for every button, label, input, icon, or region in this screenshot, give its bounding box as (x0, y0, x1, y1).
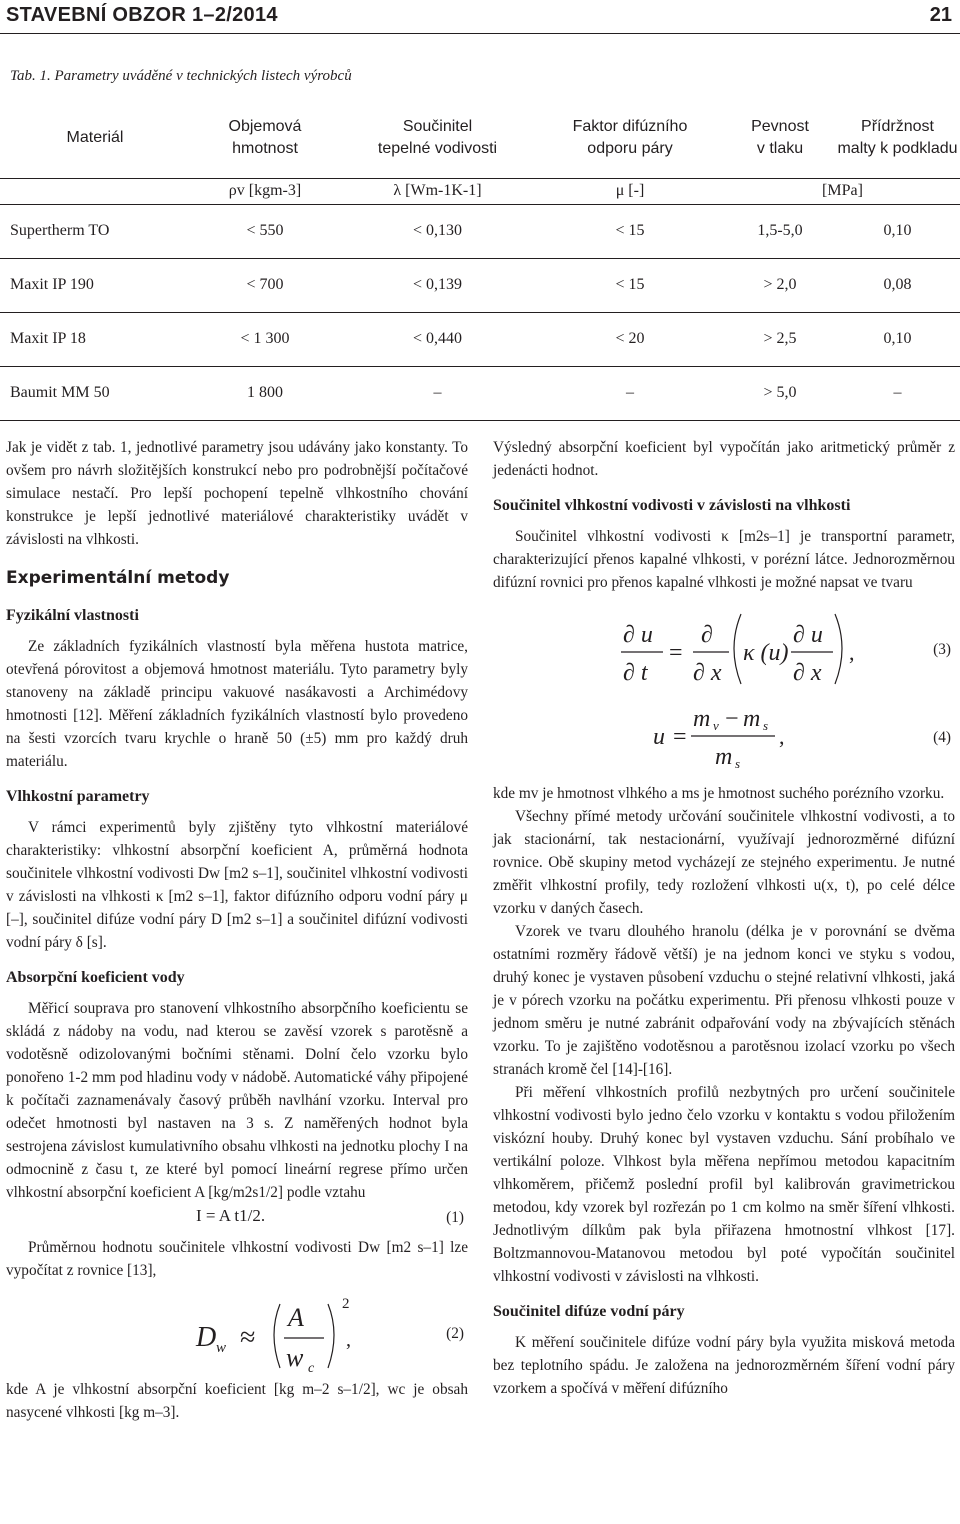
unit-conductivity: λ [Wm-1K-1] (340, 178, 535, 204)
header-diffusion-line2: odporu páry (587, 139, 673, 157)
table-header-row (0, 98, 960, 178)
svg-text:w: w (216, 1340, 227, 1356)
cell-strength: > 2,0 (725, 258, 835, 312)
header-density-line1: Objemová (228, 117, 302, 135)
svg-text:s: s (763, 718, 769, 733)
cell-density: 1 800 (190, 366, 340, 420)
cell-adhesion: 0,10 (835, 312, 960, 366)
subsection-title-absorption: Absorpční koeficient vody (6, 969, 185, 986)
unit-diffusion: μ [-] (535, 178, 725, 204)
svg-text:w: w (286, 1343, 304, 1372)
equation-2-number: (2) (446, 1325, 464, 1342)
header-rule (0, 33, 960, 34)
equation-1 (6, 1204, 468, 1236)
svg-text:m: m (743, 706, 761, 732)
table-row (0, 312, 960, 366)
cell-density: < 1 300 (190, 312, 340, 366)
table-row (0, 204, 960, 258)
cell-conductivity: < 0,130 (340, 204, 535, 258)
cell-material: Maxit IP 18 (0, 312, 190, 366)
physical-properties-text: Ze základních fyzikálních vlastností byla měřena hustota matrice, otevřená pórovitost a objemová hmotnost materiálu. Tyto parametry byly stanoveny na základě principu vakuové nasákavosti a Archimédovy hmotnosti [12]. Měření základních fyzikálních vlastností bylo provedeno na šesti vzorcích tvaru krychle o hraně 50 (±5) mm pro každý druh materiálu. (6, 638, 468, 770)
svg-text:v: v (713, 718, 719, 733)
header-adhesion-line1: Přídržnost (861, 117, 934, 135)
svg-text:m: m (715, 744, 733, 770)
cell-diffusion: – (535, 366, 725, 420)
cell-density: < 700 (190, 258, 340, 312)
unit-density: ρv [kgm-3] (190, 178, 340, 204)
header-adhesion (835, 98, 960, 178)
svg-text:2: 2 (342, 1296, 350, 1312)
table-row (0, 258, 960, 312)
page-number: 21 (929, 4, 952, 26)
svg-text:,: , (346, 1329, 351, 1351)
subsection-title-vapour-diffusion: Součinitel difúze vodní páry (493, 1303, 685, 1320)
conductivity-text: Součinitel vlhkostní vodivosti κ [m2s–1] je transportní parametr, charakterizující přenos kapalné vlhkosti, v porézní látce. Jednorozměrnou difúzní rovnici pro přenos kapalné vlhkosti je možné napsat ve tvaru (493, 528, 955, 591)
svg-text:=: = (669, 640, 683, 666)
svg-text:c: c (308, 1361, 315, 1376)
equation-3 (493, 594, 955, 694)
cell-material: Baumit MM 50 (0, 366, 190, 420)
header-strength-line1: Pevnost (751, 117, 809, 135)
header-diffusion-line1: Faktor difúzního (572, 117, 688, 135)
right-column (493, 436, 955, 1400)
header-density (190, 98, 340, 178)
svg-text:∂ t: ∂ t (623, 660, 648, 686)
unit-strength: [MPa] (725, 178, 960, 204)
equation-4 (493, 694, 955, 782)
svg-text:m: m (693, 706, 711, 732)
equation-2-formula (6, 1282, 406, 1378)
left-column (6, 436, 468, 1424)
header-strength-line2: v tlaku (756, 139, 804, 157)
cell-conductivity: < 0,139 (340, 258, 535, 312)
cell-adhesion: 0,08 (835, 258, 960, 312)
section-title: Experimentální metody (6, 568, 230, 588)
header-conductivity-line1: Součinitel (402, 117, 473, 135)
cell-conductivity: < 0,440 (340, 312, 535, 366)
equation-4-formula (493, 694, 913, 782)
svg-text:∂: ∂ (701, 622, 713, 648)
header-conductivity (340, 98, 535, 178)
cell-adhesion: 0,10 (835, 204, 960, 258)
cell-diffusion: < 20 (535, 312, 725, 366)
after-equation-1-text: Průměrnou hodnotu součinitele vlhkostní vodivosti Dw [m2 s–1] lze vypočítat z rovnice [13], (6, 1239, 468, 1279)
units-material-empty (0, 178, 190, 204)
svg-text:∂ x: ∂ x (693, 660, 722, 686)
header-adhesion-line2: malty k podkladu (837, 139, 958, 157)
svg-text:,: , (779, 724, 785, 749)
equation-3-number: (3) (933, 641, 951, 658)
cell-strength: > 5,0 (725, 366, 835, 420)
svg-text:D: D (196, 1322, 217, 1353)
table-row (0, 366, 960, 420)
equation-1-body: I = A t1/2. (196, 1206, 266, 1225)
parameters-table (0, 98, 960, 421)
direct-methods-text: Všechny přímé metody určování součinitele vlhkostní vodivosti, a to jak stacionární, tak nestacionární, využívají jednorozměrné difúzní rovnice. Obě skupiny metod vycházejí ze stejného experimentu. Je nutné změřit vlhkostní profily, tedy rozložení vlhkosti u(x, t), po celé délce vzorku v daných časech. (493, 808, 955, 917)
absorption-result-text: Výsledný absorpční koeficient byl vypočítán jako aritmetický průměr z jedenácti hodnot. (493, 439, 955, 479)
absorption-text: Měřicí souprava pro stanovení vlhkostního absorpčního koeficientu se skládá z nádoby na vodu, nad kterou se zavěsí vzorek s parotěsně a vodotěsně odizolovanými bočními stěnami. Dolní čelo vzorku bylo ponořeno 1-2 mm pod hladinu vody v nádobě. Automatické váhy připojené k počítači zaznamenávaly časový průběh navlhání vzorku. Interval pro odečet hmotnosti byl nastaven na 3 s. Z naměřených hodnot byla sestrojena závislost kumulativního obsahu vlhkosti na jednotku plochy I na odmocnině z času t, ze které byl pomocí lineární regrese přímo určen vlhkostní absorpční koeficient A [kg/m2s1/2] podle vztahu (6, 1000, 468, 1201)
equation-3-formula (493, 594, 913, 694)
journal-title: STAVEBNÍ OBZOR 1–2/2014 (6, 4, 278, 26)
cell-material: Maxit IP 190 (0, 258, 190, 312)
header-strength (725, 98, 835, 178)
svg-text:κ (u): κ (u) (743, 640, 789, 666)
svg-text:∂ u: ∂ u (793, 622, 823, 648)
cell-conductivity: – (340, 366, 535, 420)
subsection-title-moisture: Vlhkostní parametry (6, 788, 150, 805)
subsection-title-conductivity: Součinitel vlhkostní vodivosti v závislosti na vlhkosti (493, 497, 851, 514)
svg-text:∂ u: ∂ u (623, 622, 653, 648)
intro-paragraph: Jak je vidět z tab. 1, jednotlivé parametry jsou udávány jako konstanty. To ovšem pro návrh složitějších konstrukcí nebo pro podrobnější počítačové simulace nestačí. Pro lepší pochopení tepelně vlhkostního chování konstrukce je lepší jednotlivé materiálové charakteristiky uvádět v závislosti na vlhkosti. (6, 439, 468, 548)
cell-strength: > 2,5 (725, 312, 835, 366)
svg-text:∂ x: ∂ x (793, 660, 822, 686)
svg-text:u: u (653, 724, 665, 750)
vapour-diffusion-text: K měření součinitele difúze vodní páry byla využita misková metoda bez teplotního spádu. Je založena na jednorozměrném šíření vodní páry vzorkem a spočívá v měření difúzního (493, 1334, 955, 1397)
equation-1-number: (1) (446, 1209, 464, 1226)
cell-material: Supertherm TO (0, 204, 190, 258)
svg-text:=: = (673, 724, 687, 750)
svg-text:,: , (849, 640, 855, 665)
after-equation-2-text: kde A je vlhkostní absorpční koeficient [kg m–2 s–1/2], wc je obsah nasycené vlhkosti [kg m–3]. (6, 1381, 468, 1421)
page-header (0, 0, 960, 34)
table-caption: Tab. 1. Parametry uváděné v technických listech výrobců (10, 68, 352, 84)
profiles-text: Při měření vlhkostních profilů nezbytných pro určení součinitele vlhkostní vodivosti bylo jedno čelo vzorku v kontaktu s vodou přiložením viskózní houby. Druhý konec byl vystaven vzduchu. Sání probíhalo ve vertikální poloze. Vlhkost byla měřena nepřímou metodou kapacitním vlhkoměrem, přičemž poslední profil byl kalibrován gravimetrickou metodou, kdy vzorek byl rozřezán po 1 cm kolmo na směr šíření vlhkosti. Jednotlivým dílkům pak byla přiřazena hmotnostní vlhkost [17]. Boltzmannovou-Matanovou metodou byl poté vypočítán součinitel vlhkostní vodivosti v závislosti na vlhkosti. (493, 1084, 955, 1285)
svg-text:≈: ≈ (240, 1322, 256, 1353)
svg-text:−: − (725, 706, 739, 732)
header-material: Materiál (66, 128, 124, 146)
specimen-text: Vzorek ve tvaru dlouhého hranolu (délka je v porovnání se dvěma ostatními rozměry řádově větší) je na jednom konci ve styku s vodou, druhý konec je vystaven působení vzduchu o stejné relativní vlhkosti, jaká je v pórech vzorku na počátku experimentu. Při přenosu vlhkosti pouze v jednom směru je nutné zabránit odpařování vody na zbývajících stěnách vzorku. To je zajištěno vodotěsnou a parotěsnou izolací vzorku po všech stranách kromě čel [14]-[16]. (493, 923, 955, 1078)
cell-diffusion: < 15 (535, 204, 725, 258)
equation-2 (6, 1282, 468, 1378)
subsection-title-physical: Fyzikální vlastnosti (6, 607, 139, 624)
svg-text:A: A (288, 1303, 304, 1332)
cell-strength: 1,5-5,0 (725, 204, 835, 258)
header-conductivity-line2: tepelné vodivosti (377, 139, 498, 157)
svg-text:s: s (735, 756, 741, 771)
moisture-parameters-text: V rámci experimentů byly zjištěny tyto vlhkostní materiálové charakteristiky: vlhkostní absorpční koeficient A, průměrná hodnota součinitele vlhkostní vodivosti Dw [m2 s–1], součinitel vlhkostní vodivosti v závislosti na vlhkosti κ [m2 s–1], faktor difúzního odporu vodní páry μ [–], součinitel difúze vodní páry D [m2 s–1] a součinitel difúzní vodivosti vodní páry δ [s]. (6, 819, 468, 951)
header-density-line2: hmotnost (232, 139, 298, 157)
after-equation-4-text: kde mv je hmotnost vlhkého a ms je hmotnost suchého porézního vzorku. (493, 785, 945, 802)
cell-diffusion: < 15 (535, 258, 725, 312)
cell-adhesion: – (835, 366, 960, 420)
table-units-row (0, 178, 960, 204)
equation-4-number: (4) (933, 729, 951, 746)
cell-density: < 550 (190, 204, 340, 258)
header-diffusion (535, 98, 725, 178)
